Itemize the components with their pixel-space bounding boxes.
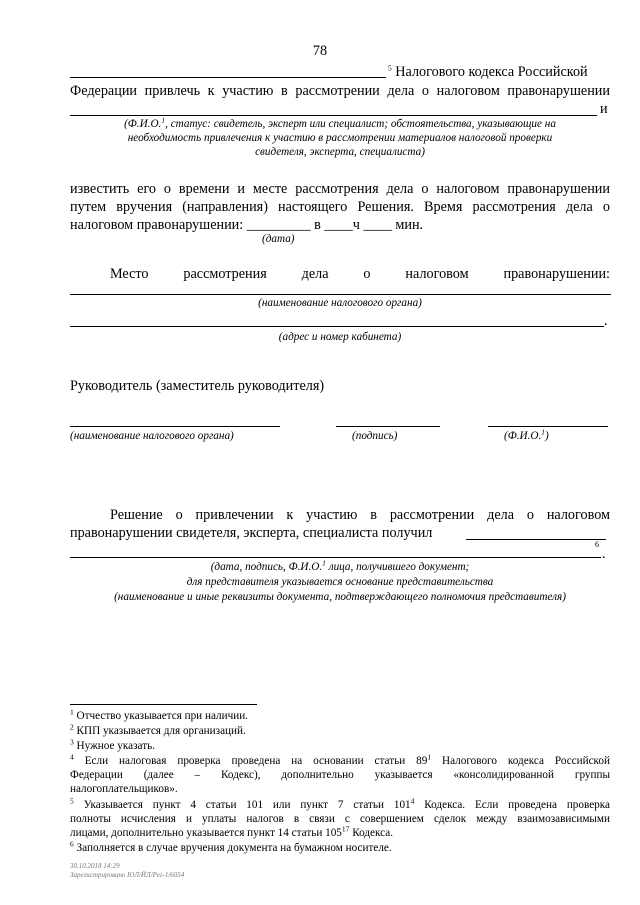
caption-person-line2: необходимость привлечения к участию в рассмотрении материалов налоговой проверки: [127, 132, 553, 144]
para2-line1: известить его о времени и месте рассмотрения дела о налоговом правонарушении: [70, 181, 610, 197]
receipt-dot: .: [602, 546, 606, 562]
para2-line2: путем вручения (направления) настоящего Решения. Время рассмотрения дела о: [70, 199, 610, 215]
footnote-2: $^2$ КПП указывается для организаций.: [70, 722, 246, 737]
footnote-6: $^6$ Заполняется в случае вручения документа на бумажном носителе.: [70, 839, 392, 854]
registration-stamp-line1: 30.10.2018 14:29: [70, 862, 120, 870]
receipt-line2: правонарушении свидетеля, эксперта, специалиста получил: [70, 525, 433, 541]
caption-person-line3: свидетеля, эксперта, специалиста): [255, 146, 425, 158]
blank-line-sign-fio: [488, 426, 608, 427]
caption-org: (наименование налогового органа): [258, 297, 422, 309]
registration-stamp-line2: Зарегистрировано ЮЛ/ЙЛ/Рег-1/6054: [70, 871, 185, 879]
page-number: 78: [312, 43, 328, 59]
caption-receiver-line1: (дата, подпись, Ф.И.О.$^1$ лица, получившего документ;: [210, 558, 470, 573]
footnote-separator: [70, 704, 257, 705]
caption-date: (дата): [262, 233, 295, 245]
footnote-4-line2: Федерации (далее – Кодекс), дополнительно указывается «консолидированной группы: [70, 769, 610, 781]
footnote-5-line2: полноты исчисления и уплаты налогов в связи с совершением сделок между взаимозависимыми: [70, 813, 610, 825]
caption-sign: (подпись): [352, 430, 398, 442]
receipt-sup: 6: [595, 540, 599, 549]
footnote-3: $^3$ Нужное указать.: [70, 737, 155, 752]
place-heading: Место рассмотрения дела о налоговом правонарушении:: [110, 266, 610, 282]
footnote-1: $^1$ Отчество указывается при наличии.: [70, 707, 248, 722]
para1-line3-tail: и: [600, 101, 608, 117]
caption-sign-fio: (Ф.И.О.$^1$): [504, 427, 549, 442]
blank-line-article: [70, 77, 386, 78]
para1-line2: Федерации привлечь к участию в рассмотрении дела о налоговом правонарушении: [70, 83, 610, 99]
footnote-4-line3: налогоплательщиков».: [70, 783, 178, 795]
place-dot: .: [604, 313, 608, 329]
caption-person-line1: (Ф.И.О.$^1$, статус: свидетель, эксперт или специалист; обстоятельства, указывающие на: [124, 115, 556, 130]
blank-line-receiver-2: [70, 557, 601, 558]
blank-line-sign: [336, 426, 440, 427]
blank-line-address: [70, 326, 604, 327]
caption-sign-org: (наименование налогового органа): [70, 430, 234, 442]
blank-line-org: [70, 294, 611, 295]
blank-line-person: [70, 115, 597, 116]
footnote-5-line1: $^5$ Указывается пункт 4 статьи 101 или пункт 7 статьи $101^4$ Кодекса. Если проведена проверка: [70, 796, 611, 811]
caption-address: (адрес и номер кабинета): [278, 331, 402, 343]
signature-title: Руководитель (заместитель руководителя): [70, 378, 325, 394]
footnote-4-line1: $^4$ Если налоговая проверка проведена на основании статьи $89^1$ Налогового кодекса Российской: [70, 752, 611, 767]
blank-line-sign-org: [70, 426, 280, 427]
footnote-5-line3: лицами, дополнительно указывается пункт 14 статьи $105^{17}$ Кодекса.: [70, 824, 394, 839]
para2-line3: налоговом правонарушении: _________ в ____ч ____ мин.: [70, 217, 424, 233]
receipt-line1: Решение о привлечении к участию в рассмотрении дела о налоговом: [110, 507, 610, 523]
blank-line-receiver: [466, 539, 606, 540]
caption-receiver-line2: для представителя указывается основание представительства: [186, 576, 494, 588]
para1-line1: $^5$ Налогового кодекса Российской: [388, 63, 588, 80]
caption-receiver-line3: (наименование и иные реквизиты документа, подтверждающего полномочия представителя): [114, 591, 566, 603]
